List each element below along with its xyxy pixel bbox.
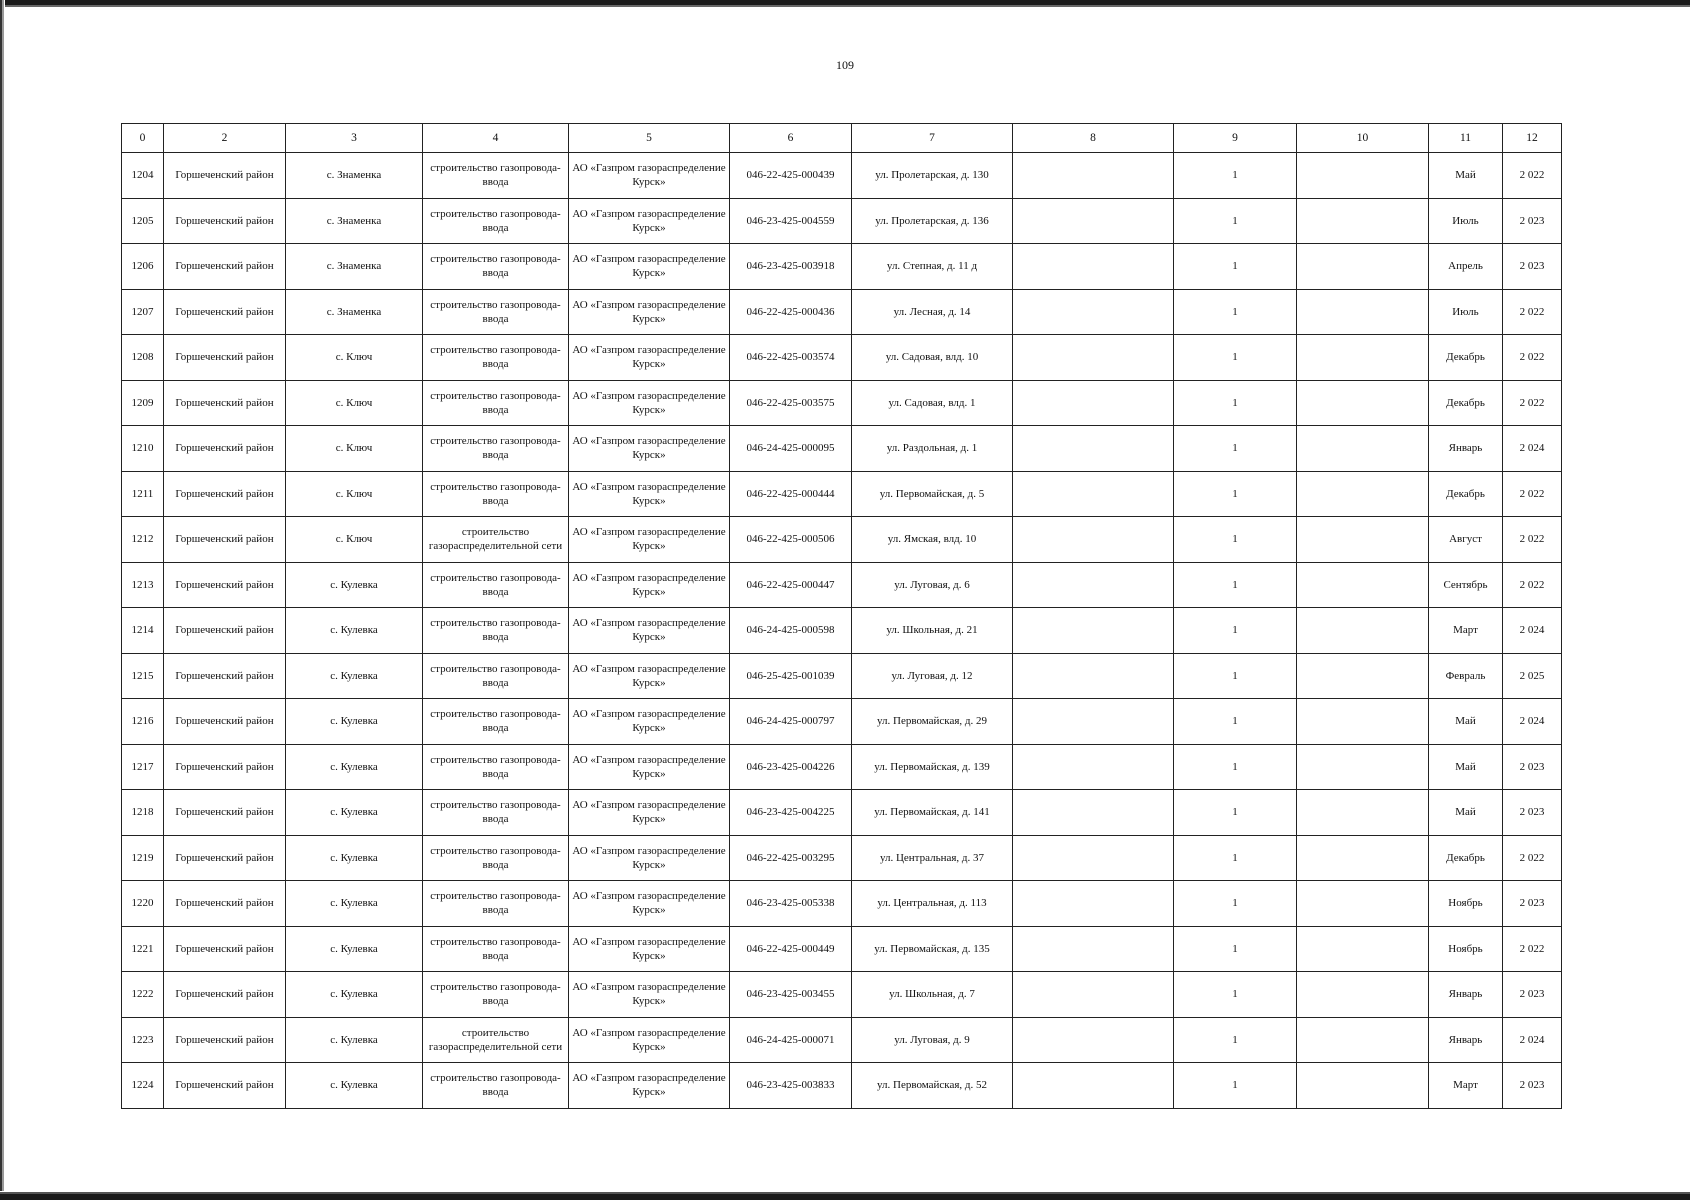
- object-code-cell: 046-22-425-003575: [730, 380, 852, 426]
- column-8-cell: [1013, 153, 1174, 199]
- year-cell: 2 024: [1503, 426, 1562, 472]
- settlement-cell: с. Ключ: [286, 380, 423, 426]
- address-cell: ул. Луговая, д. 6: [852, 562, 1013, 608]
- column-8-cell: [1013, 198, 1174, 244]
- column-header: 8: [1013, 124, 1174, 153]
- organization-cell: АО «Газпром газораспределение Курск»: [569, 153, 730, 199]
- address-cell: ул. Лесная, д. 14: [852, 289, 1013, 335]
- column-header: 11: [1429, 124, 1503, 153]
- column-header: 0: [122, 124, 164, 153]
- year-cell: 2 023: [1503, 790, 1562, 836]
- organization-cell: АО «Газпром газораспределение Курск»: [569, 335, 730, 381]
- district-cell: Горшеченский район: [164, 881, 286, 927]
- organization-cell: АО «Газпром газораспределение Курск»: [569, 972, 730, 1018]
- organization-cell: АО «Газпром газораспределение Курск»: [569, 744, 730, 790]
- column-8-cell: [1013, 790, 1174, 836]
- table-row: [122, 1017, 1562, 1063]
- quantity-cell: 1: [1174, 1017, 1297, 1063]
- row-number: 1213: [122, 562, 164, 608]
- object-code-cell: 046-25-425-001039: [730, 653, 852, 699]
- table-row: [122, 289, 1562, 335]
- month-cell: Январь: [1429, 1017, 1503, 1063]
- work-type-cell: строительство газораспределительной сети: [423, 517, 569, 563]
- settlement-cell: с. Кулевка: [286, 790, 423, 836]
- table-row: [122, 153, 1562, 199]
- column-8-cell: [1013, 835, 1174, 881]
- row-number: 1220: [122, 881, 164, 927]
- object-code-cell: 046-22-425-000444: [730, 471, 852, 517]
- month-cell: Май: [1429, 699, 1503, 745]
- month-cell: Май: [1429, 790, 1503, 836]
- row-number: 1208: [122, 335, 164, 381]
- district-cell: Горшеченский район: [164, 289, 286, 335]
- organization-cell: АО «Газпром газораспределение Курск»: [569, 608, 730, 654]
- organization-cell: АО «Газпром газораспределение Курск»: [569, 198, 730, 244]
- table-row: [122, 653, 1562, 699]
- settlement-cell: с. Кулевка: [286, 562, 423, 608]
- month-cell: Декабрь: [1429, 471, 1503, 517]
- district-cell: Горшеченский район: [164, 517, 286, 563]
- table-row: [122, 972, 1562, 1018]
- column-10-cell: [1297, 881, 1429, 927]
- settlement-cell: с. Кулевка: [286, 608, 423, 654]
- table-row: [122, 517, 1562, 563]
- work-type-cell: строительство газопровода-ввода: [423, 335, 569, 381]
- work-type-cell: строительство газопровода-ввода: [423, 153, 569, 199]
- quantity-cell: 1: [1174, 153, 1297, 199]
- settlement-cell: с. Кулевка: [286, 1017, 423, 1063]
- year-cell: 2 025: [1503, 653, 1562, 699]
- object-code-cell: 046-22-425-000506: [730, 517, 852, 563]
- column-header: 7: [852, 124, 1013, 153]
- organization-cell: АО «Газпром газораспределение Курск»: [569, 699, 730, 745]
- work-type-cell: строительство газопровода-ввода: [423, 471, 569, 517]
- object-code-cell: 046-24-425-000071: [730, 1017, 852, 1063]
- quantity-cell: 1: [1174, 972, 1297, 1018]
- quantity-cell: 1: [1174, 881, 1297, 927]
- scan-border-bottom: [0, 1191, 1690, 1200]
- row-number: 1206: [122, 244, 164, 290]
- address-cell: ул. Садовая, влд. 1: [852, 380, 1013, 426]
- table-row: [122, 562, 1562, 608]
- column-8-cell: [1013, 1063, 1174, 1109]
- row-number: 1212: [122, 517, 164, 563]
- work-type-cell: строительство газопровода-ввода: [423, 653, 569, 699]
- work-type-cell: строительство газопровода-ввода: [423, 380, 569, 426]
- column-header: 5: [569, 124, 730, 153]
- address-cell: ул. Луговая, д. 12: [852, 653, 1013, 699]
- column-8-cell: [1013, 653, 1174, 699]
- column-8-cell: [1013, 699, 1174, 745]
- address-cell: ул. Пролетарская, д. 136: [852, 198, 1013, 244]
- month-cell: Декабрь: [1429, 835, 1503, 881]
- quantity-cell: 1: [1174, 335, 1297, 381]
- object-code-cell: 046-24-425-000095: [730, 426, 852, 472]
- row-number: 1209: [122, 380, 164, 426]
- year-cell: 2 023: [1503, 881, 1562, 927]
- settlement-cell: с. Кулевка: [286, 881, 423, 927]
- table-row: [122, 426, 1562, 472]
- object-code-cell: 046-22-425-000436: [730, 289, 852, 335]
- organization-cell: АО «Газпром газораспределение Курск»: [569, 653, 730, 699]
- district-cell: Горшеченский район: [164, 1063, 286, 1109]
- organization-cell: АО «Газпром газораспределение Курск»: [569, 881, 730, 927]
- object-code-cell: 046-22-425-000439: [730, 153, 852, 199]
- month-cell: Май: [1429, 744, 1503, 790]
- quantity-cell: 1: [1174, 517, 1297, 563]
- year-cell: 2 023: [1503, 744, 1562, 790]
- table-row: [122, 790, 1562, 836]
- column-10-cell: [1297, 744, 1429, 790]
- column-10-cell: [1297, 153, 1429, 199]
- address-cell: ул. Первомайская, д. 141: [852, 790, 1013, 836]
- organization-cell: АО «Газпром газораспределение Курск»: [569, 289, 730, 335]
- work-type-cell: строительство газопровода-ввода: [423, 426, 569, 472]
- table-row: [122, 471, 1562, 517]
- work-type-cell: строительство газораспределительной сети: [423, 1017, 569, 1063]
- object-code-cell: 046-24-425-000797: [730, 699, 852, 745]
- object-code-cell: 046-23-425-003918: [730, 244, 852, 290]
- column-10-cell: [1297, 517, 1429, 563]
- year-cell: 2 022: [1503, 926, 1562, 972]
- quantity-cell: 1: [1174, 380, 1297, 426]
- district-cell: Горшеченский район: [164, 244, 286, 290]
- address-cell: ул. Ямская, влд. 10: [852, 517, 1013, 563]
- work-type-cell: строительство газопровода-ввода: [423, 790, 569, 836]
- column-10-cell: [1297, 289, 1429, 335]
- organization-cell: АО «Газпром газораспределение Курск»: [569, 517, 730, 563]
- object-code-cell: 046-23-425-003455: [730, 972, 852, 1018]
- organization-cell: АО «Газпром газораспределение Курск»: [569, 1017, 730, 1063]
- table-row: [122, 380, 1562, 426]
- quantity-cell: 1: [1174, 289, 1297, 335]
- column-10-cell: [1297, 608, 1429, 654]
- column-8-cell: [1013, 744, 1174, 790]
- month-cell: Сентябрь: [1429, 562, 1503, 608]
- settlement-cell: с. Кулевка: [286, 653, 423, 699]
- column-8-cell: [1013, 380, 1174, 426]
- district-cell: Горшеченский район: [164, 471, 286, 517]
- address-cell: ул. Луговая, д. 9: [852, 1017, 1013, 1063]
- settlement-cell: с. Кулевка: [286, 1063, 423, 1109]
- row-number: 1216: [122, 699, 164, 745]
- column-header: 3: [286, 124, 423, 153]
- work-type-cell: строительство газопровода-ввода: [423, 289, 569, 335]
- row-number: 1215: [122, 653, 164, 699]
- work-type-cell: строительство газопровода-ввода: [423, 699, 569, 745]
- row-number: 1217: [122, 744, 164, 790]
- month-cell: Ноябрь: [1429, 926, 1503, 972]
- column-header: 10: [1297, 124, 1429, 153]
- month-cell: Январь: [1429, 426, 1503, 472]
- address-cell: ул. Садовая, влд. 10: [852, 335, 1013, 381]
- month-cell: Декабрь: [1429, 380, 1503, 426]
- object-code-cell: 046-22-425-003295: [730, 835, 852, 881]
- row-number: 1221: [122, 926, 164, 972]
- district-cell: Горшеченский район: [164, 790, 286, 836]
- settlement-cell: с. Знаменка: [286, 198, 423, 244]
- district-cell: Горшеченский район: [164, 608, 286, 654]
- organization-cell: АО «Газпром газораспределение Курск»: [569, 562, 730, 608]
- month-cell: Февраль: [1429, 653, 1503, 699]
- row-number: 1218: [122, 790, 164, 836]
- district-cell: Горшеченский район: [164, 198, 286, 244]
- year-cell: 2 024: [1503, 699, 1562, 745]
- settlement-cell: с. Ключ: [286, 471, 423, 517]
- object-code-cell: 046-22-425-003574: [730, 335, 852, 381]
- scan-border-top: [0, 0, 1690, 9]
- district-cell: Горшеченский район: [164, 153, 286, 199]
- row-number: 1219: [122, 835, 164, 881]
- row-number: 1205: [122, 198, 164, 244]
- month-cell: Декабрь: [1429, 335, 1503, 381]
- address-cell: ул. Первомайская, д. 135: [852, 926, 1013, 972]
- column-10-cell: [1297, 198, 1429, 244]
- table-row: [122, 699, 1562, 745]
- object-code-cell: 046-23-425-005338: [730, 881, 852, 927]
- settlement-cell: с. Ключ: [286, 335, 423, 381]
- work-type-cell: строительство газопровода-ввода: [423, 198, 569, 244]
- table-row: [122, 744, 1562, 790]
- quantity-cell: 1: [1174, 790, 1297, 836]
- column-header: 4: [423, 124, 569, 153]
- organization-cell: АО «Газпром газораспределение Курск»: [569, 790, 730, 836]
- district-cell: Горшеченский район: [164, 562, 286, 608]
- organization-cell: АО «Газпром газораспределение Курск»: [569, 380, 730, 426]
- month-cell: Август: [1429, 517, 1503, 563]
- district-cell: Горшеченский район: [164, 335, 286, 381]
- scan-border-left: [0, 0, 5, 1200]
- column-10-cell: [1297, 699, 1429, 745]
- column-10-cell: [1297, 835, 1429, 881]
- year-cell: 2 022: [1503, 562, 1562, 608]
- column-10-cell: [1297, 471, 1429, 517]
- object-code-cell: 046-23-425-004226: [730, 744, 852, 790]
- column-10-cell: [1297, 426, 1429, 472]
- settlement-cell: с. Кулевка: [286, 926, 423, 972]
- organization-cell: АО «Газпром газораспределение Курск»: [569, 426, 730, 472]
- settlement-cell: с. Кулевка: [286, 699, 423, 745]
- row-number: 1214: [122, 608, 164, 654]
- year-cell: 2 023: [1503, 972, 1562, 1018]
- table-row: [122, 835, 1562, 881]
- address-cell: ул. Центральная, д. 113: [852, 881, 1013, 927]
- year-cell: 2 024: [1503, 608, 1562, 654]
- settlement-cell: с. Кулевка: [286, 972, 423, 1018]
- column-8-cell: [1013, 517, 1174, 563]
- column-8-cell: [1013, 881, 1174, 927]
- column-10-cell: [1297, 335, 1429, 381]
- column-8-cell: [1013, 562, 1174, 608]
- column-8-cell: [1013, 335, 1174, 381]
- address-cell: ул. Раздольная, д. 1: [852, 426, 1013, 472]
- district-cell: Горшеченский район: [164, 653, 286, 699]
- row-number: 1207: [122, 289, 164, 335]
- district-cell: Горшеченский район: [164, 972, 286, 1018]
- settlement-cell: с. Кулевка: [286, 835, 423, 881]
- row-number: 1204: [122, 153, 164, 199]
- organization-cell: АО «Газпром газораспределение Курск»: [569, 926, 730, 972]
- quantity-cell: 1: [1174, 426, 1297, 472]
- year-cell: 2 022: [1503, 835, 1562, 881]
- registry-table: [121, 123, 1562, 1109]
- quantity-cell: 1: [1174, 744, 1297, 790]
- table-row: [122, 1063, 1562, 1109]
- quantity-cell: 1: [1174, 1063, 1297, 1109]
- organization-cell: АО «Газпром газораспределение Курск»: [569, 835, 730, 881]
- year-cell: 2 022: [1503, 153, 1562, 199]
- column-8-cell: [1013, 926, 1174, 972]
- settlement-cell: с. Ключ: [286, 517, 423, 563]
- address-cell: ул. Центральная, д. 37: [852, 835, 1013, 881]
- page-number: 109: [836, 58, 854, 72]
- work-type-cell: строительство газопровода-ввода: [423, 926, 569, 972]
- quantity-cell: 1: [1174, 244, 1297, 290]
- row-number: 1222: [122, 972, 164, 1018]
- year-cell: 2 022: [1503, 517, 1562, 563]
- district-cell: Горшеченский район: [164, 926, 286, 972]
- year-cell: 2 022: [1503, 380, 1562, 426]
- district-cell: Горшеченский район: [164, 380, 286, 426]
- column-8-cell: [1013, 426, 1174, 472]
- object-code-cell: 046-23-425-003833: [730, 1063, 852, 1109]
- column-8-cell: [1013, 289, 1174, 335]
- table-header-row: [122, 124, 1562, 153]
- year-cell: 2 022: [1503, 471, 1562, 517]
- column-10-cell: [1297, 244, 1429, 290]
- quantity-cell: 1: [1174, 608, 1297, 654]
- work-type-cell: строительство газопровода-ввода: [423, 1063, 569, 1109]
- year-cell: 2 023: [1503, 198, 1562, 244]
- object-code-cell: 046-24-425-000598: [730, 608, 852, 654]
- quantity-cell: 1: [1174, 653, 1297, 699]
- column-8-cell: [1013, 608, 1174, 654]
- column-8-cell: [1013, 1017, 1174, 1063]
- work-type-cell: строительство газопровода-ввода: [423, 835, 569, 881]
- organization-cell: АО «Газпром газораспределение Курск»: [569, 244, 730, 290]
- month-cell: Июль: [1429, 198, 1503, 244]
- month-cell: Март: [1429, 608, 1503, 654]
- address-cell: ул. Первомайская, д. 29: [852, 699, 1013, 745]
- work-type-cell: строительство газопровода-ввода: [423, 244, 569, 290]
- organization-cell: АО «Газпром газораспределение Курск»: [569, 471, 730, 517]
- work-type-cell: строительство газопровода-ввода: [423, 608, 569, 654]
- month-cell: Январь: [1429, 972, 1503, 1018]
- address-cell: ул. Школьная, д. 21: [852, 608, 1013, 654]
- row-number: 1210: [122, 426, 164, 472]
- work-type-cell: строительство газопровода-ввода: [423, 972, 569, 1018]
- column-10-cell: [1297, 790, 1429, 836]
- work-type-cell: строительство газопровода-ввода: [423, 562, 569, 608]
- object-code-cell: 046-23-425-004559: [730, 198, 852, 244]
- column-10-cell: [1297, 1063, 1429, 1109]
- row-number: 1211: [122, 471, 164, 517]
- organization-cell: АО «Газпром газораспределение Курск»: [569, 1063, 730, 1109]
- month-cell: Март: [1429, 1063, 1503, 1109]
- column-8-cell: [1013, 244, 1174, 290]
- work-type-cell: строительство газопровода-ввода: [423, 744, 569, 790]
- column-header: 12: [1503, 124, 1562, 153]
- column-10-cell: [1297, 380, 1429, 426]
- month-cell: Ноябрь: [1429, 881, 1503, 927]
- year-cell: 2 023: [1503, 1063, 1562, 1109]
- district-cell: Горшеченский район: [164, 1017, 286, 1063]
- object-code-cell: 046-22-425-000449: [730, 926, 852, 972]
- table-row: [122, 244, 1562, 290]
- table-row: [122, 335, 1562, 381]
- quantity-cell: 1: [1174, 198, 1297, 244]
- table-row: [122, 926, 1562, 972]
- column-10-cell: [1297, 653, 1429, 699]
- settlement-cell: с. Ключ: [286, 426, 423, 472]
- object-code-cell: 046-23-425-004225: [730, 790, 852, 836]
- address-cell: ул. Степная, д. 11 д: [852, 244, 1013, 290]
- month-cell: Май: [1429, 153, 1503, 199]
- district-cell: Горшеченский район: [164, 835, 286, 881]
- year-cell: 2 023: [1503, 244, 1562, 290]
- quantity-cell: 1: [1174, 699, 1297, 745]
- column-header: 2: [164, 124, 286, 153]
- table-row: [122, 881, 1562, 927]
- column-10-cell: [1297, 972, 1429, 1018]
- address-cell: ул. Первомайская, д. 139: [852, 744, 1013, 790]
- work-type-cell: строительство газопровода-ввода: [423, 881, 569, 927]
- month-cell: Апрель: [1429, 244, 1503, 290]
- month-cell: Июль: [1429, 289, 1503, 335]
- quantity-cell: 1: [1174, 471, 1297, 517]
- row-number: 1224: [122, 1063, 164, 1109]
- district-cell: Горшеченский район: [164, 744, 286, 790]
- column-10-cell: [1297, 562, 1429, 608]
- row-number: 1223: [122, 1017, 164, 1063]
- settlement-cell: с. Знаменка: [286, 153, 423, 199]
- address-cell: ул. Первомайская, д. 52: [852, 1063, 1013, 1109]
- address-cell: ул. Первомайская, д. 5: [852, 471, 1013, 517]
- year-cell: 2 022: [1503, 335, 1562, 381]
- column-8-cell: [1013, 471, 1174, 517]
- settlement-cell: с. Кулевка: [286, 744, 423, 790]
- address-cell: ул. Школьная, д. 7: [852, 972, 1013, 1018]
- year-cell: 2 024: [1503, 1017, 1562, 1063]
- column-10-cell: [1297, 926, 1429, 972]
- quantity-cell: 1: [1174, 562, 1297, 608]
- object-code-cell: 046-22-425-000447: [730, 562, 852, 608]
- table-row: [122, 608, 1562, 654]
- year-cell: 2 022: [1503, 289, 1562, 335]
- district-cell: Горшеченский район: [164, 699, 286, 745]
- address-cell: ул. Пролетарская, д. 130: [852, 153, 1013, 199]
- settlement-cell: с. Знаменка: [286, 244, 423, 290]
- column-header: 9: [1174, 124, 1297, 153]
- quantity-cell: 1: [1174, 926, 1297, 972]
- settlement-cell: с. Знаменка: [286, 289, 423, 335]
- column-header: 6: [730, 124, 852, 153]
- column-10-cell: [1297, 1017, 1429, 1063]
- column-8-cell: [1013, 972, 1174, 1018]
- quantity-cell: 1: [1174, 835, 1297, 881]
- table-row: [122, 198, 1562, 244]
- district-cell: Горшеченский район: [164, 426, 286, 472]
